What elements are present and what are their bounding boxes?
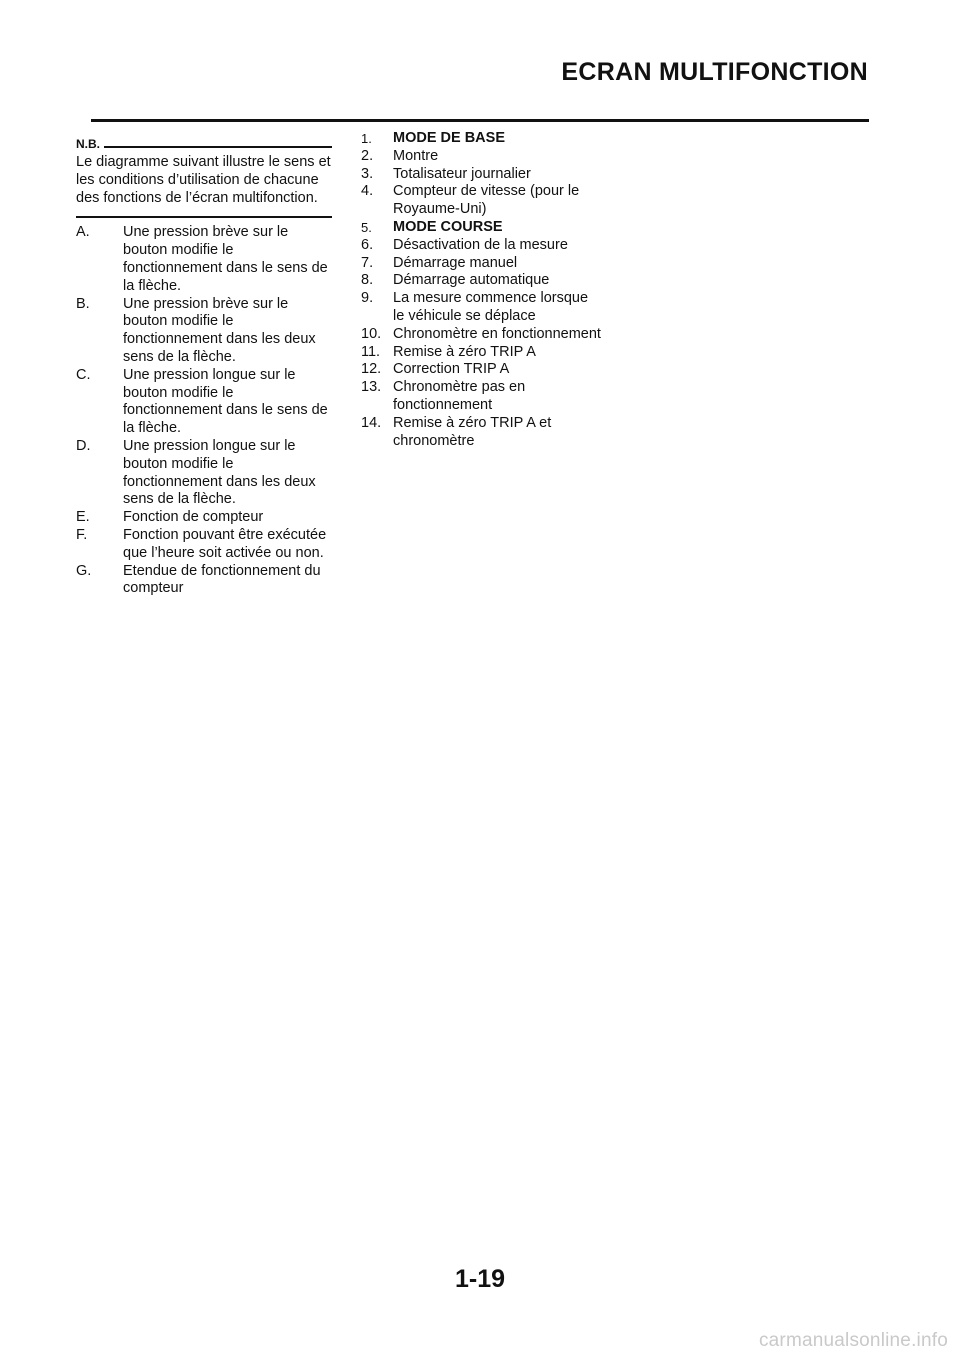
list-item	[76, 509, 332, 527]
item-text: Remise à zéro TRIP A	[393, 343, 536, 360]
item-label: 5.	[361, 219, 372, 235]
note-label: N.B.	[76, 137, 100, 151]
list-item	[361, 219, 601, 237]
list-item	[361, 130, 601, 148]
letter-legend-list	[76, 224, 332, 598]
list-item	[361, 326, 601, 344]
right-column	[361, 130, 601, 450]
list-item	[76, 527, 332, 563]
page-title: ECRAN MULTIFONCTION	[561, 58, 868, 86]
item-text: Désactivation de la mesure	[393, 236, 568, 253]
item-label: 8.	[361, 272, 374, 289]
item-label: E.	[76, 509, 90, 526]
item-text: Totalisateur journalier	[393, 165, 531, 182]
list-item	[361, 379, 601, 415]
item-text: Compteur de vitesse (pour le Royaume-Uni)	[393, 183, 580, 218]
list-item	[361, 148, 601, 166]
item-label: 7.	[361, 254, 374, 271]
note-bottom-rule	[76, 216, 332, 218]
list-item	[76, 563, 332, 599]
item-text: Fonction de compteur	[123, 509, 264, 526]
item-label: 3.	[361, 165, 374, 182]
list-item	[76, 296, 332, 367]
item-text: Une pression brève sur le bouton modifie le fonctionnement dans les deux sens de la flèche.	[123, 295, 316, 365]
item-label: D.	[76, 437, 91, 454]
item-text: Chronomètre en fonctionnement	[393, 325, 601, 342]
note-header	[76, 137, 332, 151]
list-item	[76, 224, 332, 295]
item-text: MODE COURSE	[393, 218, 503, 235]
list-item	[361, 166, 601, 184]
item-text: Montre	[393, 147, 439, 164]
list-item	[76, 438, 332, 509]
item-text: Etendue de fonctionnement du compteur	[123, 562, 321, 597]
item-label: 6.	[361, 236, 374, 253]
item-text: Fonction pouvant être exécutée que l’heure soit activée ou non.	[123, 526, 327, 561]
list-item	[76, 367, 332, 438]
note-text: Le diagramme suivant illustre le sens et les conditions d’utilisation de chacune des fonctions de l’écran multifonction.	[76, 154, 331, 206]
item-label: 4.	[361, 183, 374, 200]
list-item	[361, 415, 601, 451]
item-label: 11.	[361, 343, 381, 360]
item-label: A.	[76, 224, 90, 241]
watermark: carmanualsonline.info	[758, 1330, 948, 1351]
item-text: Une pression longue sur le bouton modifie le fonctionnement dans le sens de la flèche.	[123, 366, 328, 437]
list-item	[361, 255, 601, 273]
left-column	[76, 137, 332, 598]
number-legend-list	[361, 130, 601, 450]
item-label: 9.	[361, 290, 374, 307]
item-text: La mesure commence lorsque le véhicule se déplace	[393, 290, 589, 324]
page-number: 1-19	[454, 1265, 506, 1293]
note-top-rule	[104, 146, 332, 148]
list-item	[361, 290, 601, 326]
list-item	[361, 344, 601, 362]
item-label: G.	[76, 562, 92, 579]
item-text: Démarrage automatique	[393, 272, 550, 289]
item-text: Remise à zéro TRIP A et chronomètre	[393, 414, 552, 449]
item-text: Chronomètre pas en fonctionnement	[393, 379, 526, 413]
item-label: B.	[76, 295, 90, 312]
item-label: 1.	[361, 131, 372, 146]
item-text: Une pression longue sur le bouton modifie le fonctionnement dans les deux sens de la flèche.	[123, 437, 316, 508]
item-label: F.	[76, 526, 88, 543]
list-item	[361, 237, 601, 255]
list-item	[361, 183, 601, 219]
item-text: Démarrage manuel	[393, 254, 518, 271]
item-text: Correction TRIP A	[393, 361, 510, 378]
item-label: C.	[76, 366, 91, 383]
item-label: 2.	[361, 147, 374, 164]
list-item	[361, 272, 601, 290]
list-item	[361, 361, 601, 379]
item-text: Une pression brève sur le bouton modifie le fonctionnement dans le sens de la flèche.	[123, 224, 328, 294]
item-text: MODE DE BASE	[393, 130, 505, 146]
item-label: 12.	[361, 361, 382, 378]
title-divider	[91, 119, 869, 122]
item-label: 13.	[361, 379, 382, 396]
item-label: 10.	[361, 325, 382, 342]
item-label: 14.	[361, 414, 382, 431]
